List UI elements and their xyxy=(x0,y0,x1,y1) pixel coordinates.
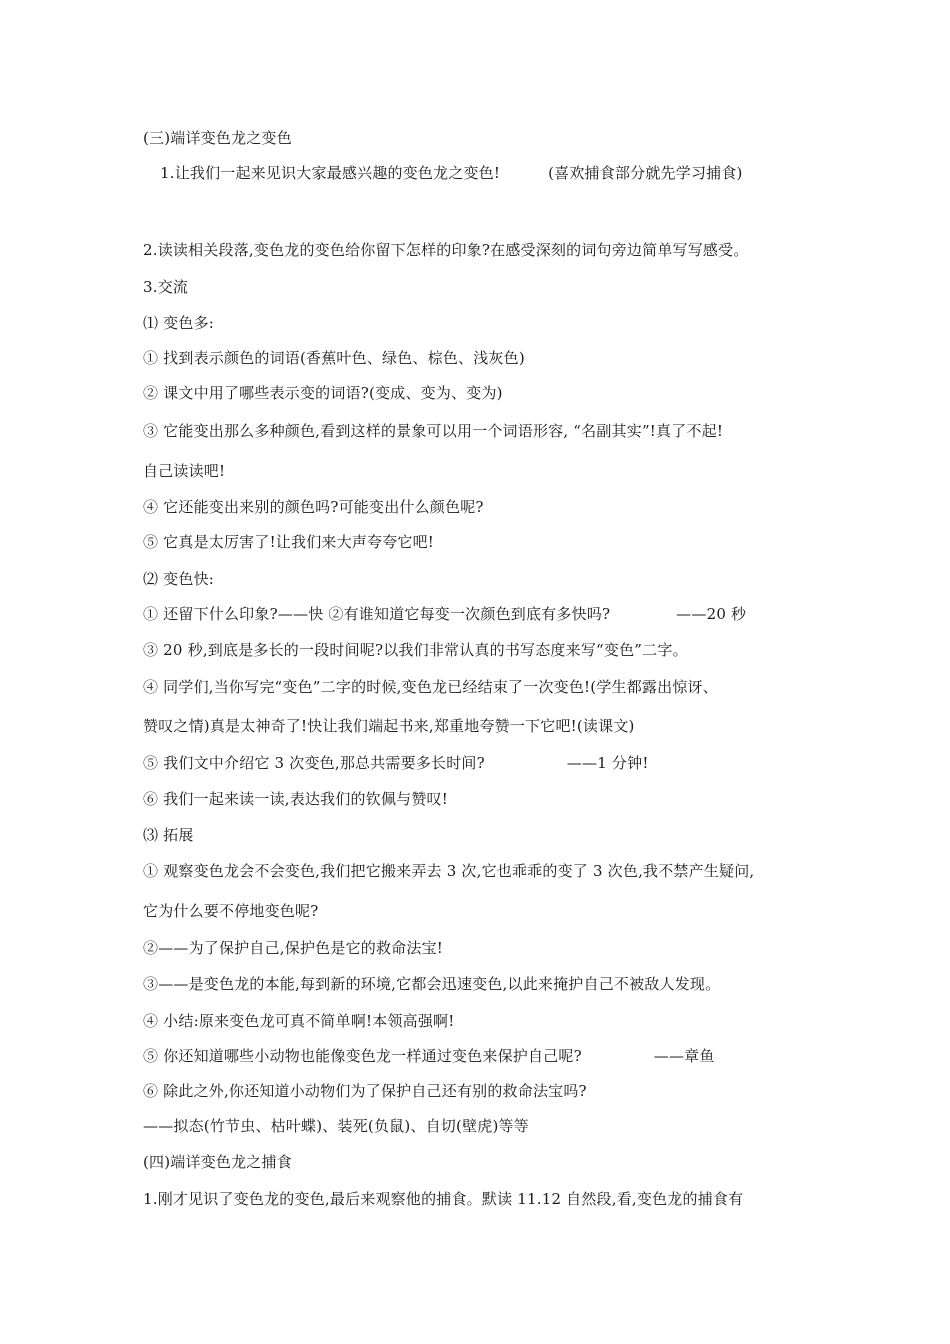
step1-note: (喜欢捕食部分就先学习捕食) xyxy=(548,164,743,182)
part1-item: ④ 它还能变出来别的颜色吗?可能变出什么颜色呢? xyxy=(143,498,484,516)
part2-item5 xyxy=(143,753,649,773)
part3-item6: ⑥ 除此之外,你还知道小动物们为了保护自己还有别的救命法宝吗? xyxy=(143,1082,587,1100)
section4-heading: (四)端详变色龙之捕食 xyxy=(143,1153,292,1171)
part1-item: ③ 它能变出那么多种颜色,看到这样的景象可以用一个词语形容, “名副其实”!真了不起! xyxy=(143,422,724,440)
part3-item2: ②——为了保护自己,保护色是它的救命法宝! xyxy=(143,939,443,957)
section3-step1 xyxy=(160,163,743,183)
part1-item: ⑤ 它真是太厉害了!让我们来大声夸夸它吧! xyxy=(143,533,435,551)
part3-item5-text: ⑤ 你还知道哪些小动物也能像变色龙一样通过变色来保护自己呢? xyxy=(143,1047,582,1065)
part2-item5-text: ⑤ 我们文中介绍它 3 次变色,那总共需要多长时间? xyxy=(143,754,485,772)
part2-item4-cont: 赞叹之情)真是太神奇了!快让我们端起书来,郑重地夸赞一下它吧!(读课文) xyxy=(143,717,635,735)
part2-item1-answer: ——20 秒 xyxy=(676,605,747,623)
section4-step1: 1.刚才见识了变色龙的变色,最后来观察他的捕食。默读 11.12 自然段,看,变色龙的捕食有 xyxy=(143,1190,744,1208)
part2-item1-text: ① 还留下什么印象?——快 ②有谁知道它每变一次颜色到底有多快吗? xyxy=(143,605,611,623)
part2-item1 xyxy=(143,604,746,624)
part3-item1: ① 观察变色龙会不会变色,我们把它搬来弄去 3 次,它也乖乖的变了 3 次色,我不禁产生疑问, xyxy=(143,862,755,880)
section3-step2: 2.读读相关段落,变色龙的变色给你留下怎样的印象?在感受深刻的词句旁边简单写写感受。 xyxy=(143,241,749,259)
part2-item6: ⑥ 我们一起来读一读,表达我们的钦佩与赞叹! xyxy=(143,790,448,808)
section3-step3: 3.交流 xyxy=(143,278,189,296)
part3-item4: ④ 小结:原来变色龙可真不简单啊!本领高强啊! xyxy=(143,1012,455,1030)
part2-item5-answer: ——1 分钟! xyxy=(566,754,649,772)
part3-item3: ③——是变色龙的本能,每到新的环境,它都会迅速变色,以此来掩护自己不被敌人发现。 xyxy=(143,975,721,993)
part3-item1-cont: 它为什么要不停地变色呢? xyxy=(143,902,319,920)
part1-item: 自己读读吧! xyxy=(143,462,226,480)
part1-item: ② 课文中用了哪些表示变的词语?(变成、变为、变为) xyxy=(143,384,503,402)
part3-item7: ——拟态(竹节虫、枯叶蝶)、装死(负鼠)、自切(壁虎)等等 xyxy=(143,1117,529,1135)
part1-item: ① 找到表示颜色的词语(香蕉叶色、绿色、棕色、浅灰色) xyxy=(143,349,525,367)
part2-title: ⑵ 变色快: xyxy=(143,570,215,588)
part2-item4: ④ 同学们,当你写完“变色”二字的时候,变色龙已经结束了一次变色!(学生都露出惊讶、 xyxy=(143,678,718,696)
part1-title: ⑴ 变色多: xyxy=(143,314,215,332)
part3-item5-answer: ——章鱼 xyxy=(653,1047,715,1065)
part2-item3: ③ 20 秒,到底是多长的一段时间呢?以我们非常认真的书写态度来写“变色”二字。 xyxy=(143,641,688,659)
section3-heading: (三)端详变色龙之变色 xyxy=(143,129,292,147)
part3-item5 xyxy=(143,1046,715,1066)
step1-text: 1.让我们一起来见识大家最感兴趣的变色龙之变色! xyxy=(160,164,501,182)
part3-title: ⑶ 拓展 xyxy=(143,826,194,844)
